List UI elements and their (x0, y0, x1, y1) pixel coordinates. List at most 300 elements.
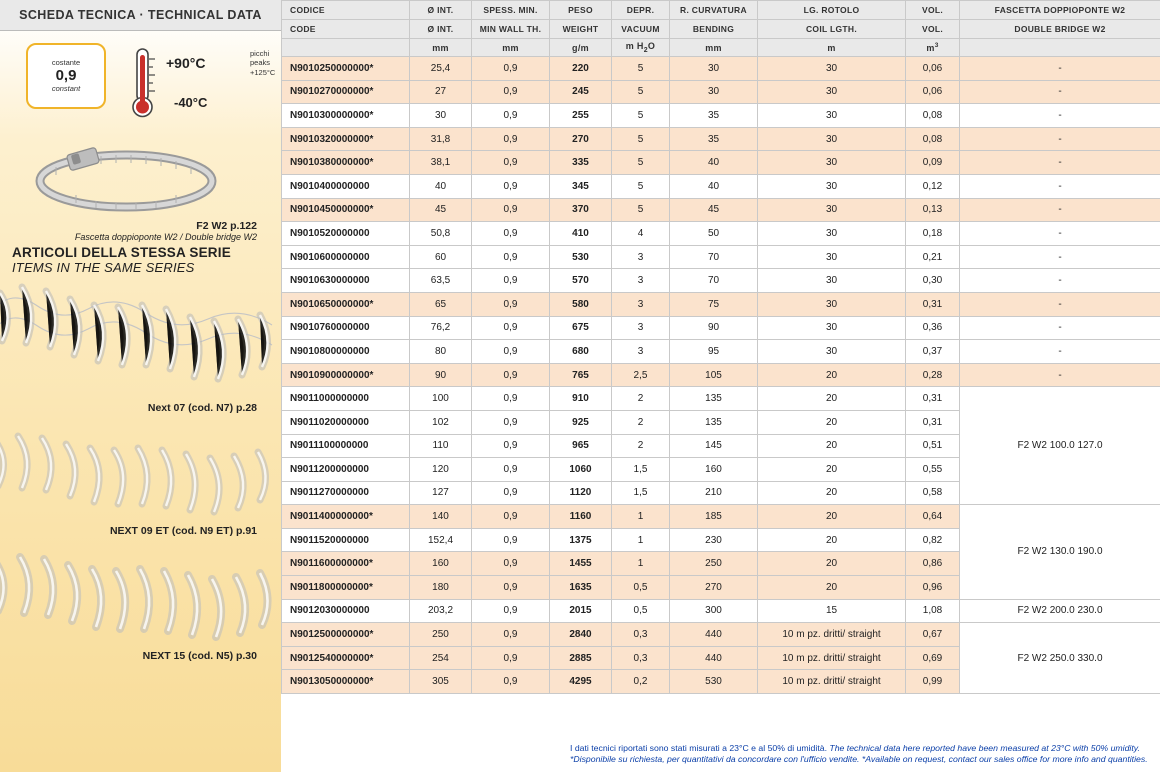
cell-clamp: - (960, 340, 1160, 364)
cell-weight: 345 (550, 174, 612, 198)
cell-code: N9011020000000 (282, 410, 410, 434)
cell-thickness: 0,9 (472, 151, 550, 175)
cell-code: N9013050000000* (282, 670, 410, 694)
cell-weight: 675 (550, 316, 612, 340)
cell-coil: 20 (758, 387, 906, 411)
cell-volume: 0,31 (906, 292, 960, 316)
cell-diameter: 45 (410, 198, 472, 222)
cell-vacuum: 2 (612, 387, 670, 411)
cell-thickness: 0,9 (472, 646, 550, 670)
cell-clamp: - (960, 316, 1160, 340)
cell-coil: 20 (758, 410, 906, 434)
cell-coil: 30 (758, 222, 906, 246)
cell-vacuum: 5 (612, 104, 670, 128)
cell-diameter: 65 (410, 292, 472, 316)
cell-diameter: 40 (410, 174, 472, 198)
cell-weight: 1120 (550, 481, 612, 505)
cell-vacuum: 5 (612, 127, 670, 151)
cell-diameter: 120 (410, 458, 472, 482)
cell-volume: 1,08 (906, 599, 960, 623)
cell-clamp: - (960, 80, 1160, 104)
cell-code: N9012030000000 (282, 599, 410, 623)
th-thickness-it: SPESS. MIN. (472, 1, 550, 20)
cell-thickness: 0,9 (472, 316, 550, 340)
cell-coil: 30 (758, 292, 906, 316)
cell-clamp: - (960, 151, 1160, 175)
table-row (282, 151, 1160, 175)
series-heading (10, 245, 271, 275)
cell-vacuum: 3 (612, 245, 670, 269)
cell-volume: 0,96 (906, 576, 960, 600)
cell-code: N9010270000000* (282, 80, 410, 104)
cell-volume: 0,37 (906, 340, 960, 364)
peaks-en: peaks (250, 58, 271, 68)
cell-coil: 30 (758, 104, 906, 128)
cell-vacuum: 1,5 (612, 458, 670, 482)
cell-diameter: 60 (410, 245, 472, 269)
cell-volume: 0,09 (906, 151, 960, 175)
th-weight-en: WEIGHT (550, 20, 612, 39)
temperature-indicator (120, 43, 276, 121)
cell-coil: 30 (758, 80, 906, 104)
cell-bending: 30 (670, 57, 758, 81)
cell-volume: 0,06 (906, 80, 960, 104)
cell-clamp: - (960, 198, 1160, 222)
cell-diameter: 203,2 (410, 599, 472, 623)
temp-high-value: +90°C (166, 55, 206, 71)
cell-bending: 145 (670, 434, 758, 458)
temp-low-value: -40°C (174, 95, 208, 110)
cell-thickness: 0,9 (472, 198, 550, 222)
cell-code: N9011000000000 (282, 387, 410, 411)
cell-diameter: 38,1 (410, 151, 472, 175)
cell-volume: 0,58 (906, 481, 960, 505)
series-heading-it: ARTICOLI DELLA STESSA SERIE (12, 245, 231, 260)
cell-diameter: 250 (410, 623, 472, 647)
table-body (282, 57, 1160, 694)
cell-thickness: 0,9 (472, 292, 550, 316)
table-row (282, 340, 1160, 364)
cell-bending: 135 (670, 387, 758, 411)
cell-volume: 0,86 (906, 552, 960, 576)
cell-thickness: 0,9 (472, 269, 550, 293)
cell-bending: 35 (670, 127, 758, 151)
cell-weight: 220 (550, 57, 612, 81)
cell-coil: 30 (758, 269, 906, 293)
cell-coil: 20 (758, 528, 906, 552)
cell-clamp: - (960, 57, 1160, 81)
table-row (282, 80, 1160, 104)
th-code-it: CODICE (282, 1, 410, 20)
hose-clamp-icon (16, 145, 251, 215)
cell-vacuum: 0,5 (612, 576, 670, 600)
cell-weight: 335 (550, 151, 612, 175)
cell-weight: 580 (550, 292, 612, 316)
table-row (282, 505, 1160, 529)
cell-thickness: 0,9 (472, 458, 550, 482)
th-weight-it: PESO (550, 1, 612, 20)
corrugated-hose-icon (0, 420, 274, 520)
cell-diameter: 254 (410, 646, 472, 670)
th-volume-en: VOL. (906, 20, 960, 39)
cell-vacuum: 5 (612, 198, 670, 222)
cell-weight: 2885 (550, 646, 612, 670)
cell-volume: 0,06 (906, 57, 960, 81)
footnote (570, 743, 1160, 766)
cell-clamp: - (960, 292, 1160, 316)
cell-vacuum: 3 (612, 269, 670, 293)
corrugated-hose-icon (0, 279, 274, 397)
cell-coil: 30 (758, 316, 906, 340)
cell-vacuum: 1 (612, 528, 670, 552)
cell-diameter: 180 (410, 576, 472, 600)
table-row (282, 198, 1160, 222)
cell-weight: 255 (550, 104, 612, 128)
cell-weight: 765 (550, 363, 612, 387)
cell-vacuum: 3 (612, 340, 670, 364)
left-panel-title: SCHEDA TECNICA · TECHNICAL DATA (19, 8, 262, 22)
cell-coil: 30 (758, 340, 906, 364)
cell-diameter: 102 (410, 410, 472, 434)
cell-code: N9010600000000 (282, 245, 410, 269)
cell-thickness: 0,9 (472, 434, 550, 458)
cell-weight: 1455 (550, 552, 612, 576)
th-thickness-en: MIN WALL TH. (472, 20, 550, 39)
cell-volume: 0,64 (906, 505, 960, 529)
cell-coil: 30 (758, 174, 906, 198)
unit-coil: m (758, 39, 906, 57)
cell-weight: 1635 (550, 576, 612, 600)
unit-clamp (960, 39, 1160, 57)
cell-thickness: 0,9 (472, 481, 550, 505)
cell-vacuum: 2,5 (612, 363, 670, 387)
cell-diameter: 27 (410, 80, 472, 104)
cell-vacuum: 5 (612, 80, 670, 104)
clamp-caption (10, 220, 271, 242)
cell-vacuum: 0,3 (612, 623, 670, 647)
cell-code: N9011100000000 (282, 434, 410, 458)
peaks-it: picchi (250, 49, 270, 58)
cell-code: N9010630000000 (282, 269, 410, 293)
table-row (282, 292, 1160, 316)
cell-code: N9010800000000 (282, 340, 410, 364)
cell-code: N9011400000000* (282, 505, 410, 529)
cell-bending: 40 (670, 174, 758, 198)
cell-bending: 40 (670, 151, 758, 175)
cell-coil: 15 (758, 599, 906, 623)
cell-volume: 0,82 (906, 528, 960, 552)
cell-code: N9010400000000 (282, 174, 410, 198)
cell-code: N9010650000000* (282, 292, 410, 316)
cell-clamp: - (960, 363, 1160, 387)
th-clamp-en: DOUBLE BRIDGE W2 (960, 20, 1160, 39)
temp-peaks-note (250, 49, 275, 77)
cell-diameter: 50,8 (410, 222, 472, 246)
table-row (282, 104, 1160, 128)
cell-thickness: 0,9 (472, 576, 550, 600)
cell-coil: 30 (758, 57, 906, 81)
cell-weight: 680 (550, 340, 612, 364)
cell-thickness: 0,9 (472, 505, 550, 529)
clamp-caption-desc: Fascetta doppioponte W2 / Double bridge W2 (74, 232, 257, 242)
cell-coil: 20 (758, 576, 906, 600)
cell-diameter: 305 (410, 670, 472, 694)
cell-bending: 70 (670, 245, 758, 269)
cell-coil: 10 m pz. dritti/ straight (758, 646, 906, 670)
cell-diameter: 100 (410, 387, 472, 411)
cell-volume: 0,31 (906, 387, 960, 411)
hose-caption-1: Next 07 (cod. N7) p.28 (147, 402, 257, 414)
cell-code: N9010760000000 (282, 316, 410, 340)
cell-code: N9011520000000 (282, 528, 410, 552)
unit-volume: $m^3$ (906, 39, 960, 57)
table-row (282, 222, 1160, 246)
cell-code: N9010520000000 (282, 222, 410, 246)
cell-weight: 2840 (550, 623, 612, 647)
cell-thickness: 0,9 (472, 80, 550, 104)
cell-weight: 910 (550, 387, 612, 411)
table-row (282, 363, 1160, 387)
clamp-caption-code: F2 W2 p.122 (196, 220, 257, 232)
cell-vacuum: 0,3 (612, 646, 670, 670)
cell-clamp: - (960, 174, 1160, 198)
cell-bending: 530 (670, 670, 758, 694)
cell-coil: 10 m pz. dritti/ straight (758, 623, 906, 647)
cell-vacuum: 0,5 (612, 599, 670, 623)
cell-coil: 20 (758, 505, 906, 529)
cell-bending: 75 (670, 292, 758, 316)
unit-bending: mm (670, 39, 758, 57)
cell-clamp-group: F2 W2 250.0 330.0 (960, 623, 1160, 694)
th-diameter-it: Ø INT. (410, 1, 472, 20)
unit-code (282, 39, 410, 57)
cell-thickness: 0,9 (472, 245, 550, 269)
cell-volume: 0,13 (906, 198, 960, 222)
cell-vacuum: 2 (612, 410, 670, 434)
cell-clamp-group: F2 W2 130.0 190.0 (960, 505, 1160, 599)
cell-bending: 160 (670, 458, 758, 482)
cell-code: N9012540000000* (282, 646, 410, 670)
cell-coil: 10 m pz. dritti/ straight (758, 670, 906, 694)
cell-bending: 45 (670, 198, 758, 222)
footnote-line1-it: I dati tecnici riportati sono stati misurati a 23°C e al 50% di umidità. (570, 742, 827, 753)
cell-weight: 965 (550, 434, 612, 458)
left-panel-header (0, 0, 281, 31)
cell-vacuum: 1 (612, 505, 670, 529)
cell-weight: 410 (550, 222, 612, 246)
th-coil-en: COIL LGTH. (758, 20, 906, 39)
cell-vacuum: 5 (612, 57, 670, 81)
cell-diameter: 31,8 (410, 127, 472, 151)
cell-clamp-group: F2 W2 100.0 127.0 (960, 387, 1160, 505)
cell-bending: 210 (670, 481, 758, 505)
cell-bending: 70 (670, 269, 758, 293)
cell-weight: 370 (550, 198, 612, 222)
cell-diameter: 76,2 (410, 316, 472, 340)
cell-volume: 0,12 (906, 174, 960, 198)
clamp-illustration-block (10, 145, 271, 242)
th-clamp-it: FASCETTA DOPPIOPONTE W2 (960, 1, 1160, 20)
cell-coil: 20 (758, 434, 906, 458)
th-diameter-en: Ø INT. (410, 20, 472, 39)
cell-bending: 90 (670, 316, 758, 340)
technical-data-table (281, 0, 1160, 694)
cell-volume: 0,69 (906, 646, 960, 670)
cell-vacuum: 5 (612, 174, 670, 198)
cell-code: N9011200000000 (282, 458, 410, 482)
cell-bending: 440 (670, 623, 758, 647)
cell-code: N9010300000000* (282, 104, 410, 128)
table-row (282, 387, 1160, 411)
cell-diameter: 160 (410, 552, 472, 576)
cell-volume: 0,67 (906, 623, 960, 647)
cell-weight: 245 (550, 80, 612, 104)
th-volume-it: VOL. (906, 1, 960, 20)
table-header-row-en (282, 20, 1160, 39)
cell-thickness: 0,9 (472, 57, 550, 81)
cell-volume: 0,21 (906, 245, 960, 269)
cell-coil: 20 (758, 363, 906, 387)
cell-clamp: - (960, 222, 1160, 246)
thermometer-icon (126, 45, 166, 121)
cell-bending: 185 (670, 505, 758, 529)
cell-code: N9010900000000* (282, 363, 410, 387)
unit-thickness: mm (472, 39, 550, 57)
cell-clamp: - (960, 269, 1160, 293)
cell-vacuum: 1,5 (612, 481, 670, 505)
series-heading-en: ITEMS IN THE SAME SERIES (12, 260, 195, 275)
cell-thickness: 0,9 (472, 174, 550, 198)
cell-vacuum: 3 (612, 292, 670, 316)
cell-thickness: 0,9 (472, 410, 550, 434)
cell-thickness: 0,9 (472, 552, 550, 576)
cell-volume: 0,99 (906, 670, 960, 694)
unit-weight: g/m (550, 39, 612, 57)
cell-vacuum: 4 (612, 222, 670, 246)
cell-thickness: 0,9 (472, 363, 550, 387)
technical-table-panel (281, 0, 1160, 772)
cell-thickness: 0,9 (472, 528, 550, 552)
cell-volume: 0,51 (906, 434, 960, 458)
cell-coil: 30 (758, 127, 906, 151)
hose-item-1 (10, 279, 271, 414)
cell-volume: 0,30 (906, 269, 960, 293)
cell-coil: 20 (758, 552, 906, 576)
peaks-value: +125°C (250, 67, 276, 77)
footnote-line2: *Disponibile su richiesta, per quantitativi da concordare con l'ufficio vendite. *Available on request, contact our sales office for more info and quantities. (570, 754, 1148, 765)
cell-clamp: - (960, 104, 1160, 128)
table-row (282, 245, 1160, 269)
cell-diameter: 30 (410, 104, 472, 128)
cell-coil: 30 (758, 245, 906, 269)
th-vacuum-en: VACUUM (612, 20, 670, 39)
cell-thickness: 0,9 (472, 340, 550, 364)
cell-bending: 440 (670, 646, 758, 670)
cell-code: N9010320000000* (282, 127, 410, 151)
cell-weight: 1375 (550, 528, 612, 552)
cell-code: N9011600000000* (282, 552, 410, 576)
cell-weight: 1060 (550, 458, 612, 482)
cell-diameter: 110 (410, 434, 472, 458)
corrugated-hose-icon (0, 539, 274, 649)
cell-vacuum: 0,2 (612, 670, 670, 694)
cell-bending: 35 (670, 104, 758, 128)
table-row (282, 174, 1160, 198)
cell-bending: 270 (670, 576, 758, 600)
cell-bending: 300 (670, 599, 758, 623)
cell-vacuum: 2 (612, 434, 670, 458)
cell-coil: 30 (758, 151, 906, 175)
table-row (282, 316, 1160, 340)
cell-vacuum: 5 (612, 151, 670, 175)
cell-code: N9010380000000* (282, 151, 410, 175)
unit-vacuum: m $H_2O$ (612, 39, 670, 57)
cell-code: N9011800000000* (282, 576, 410, 600)
cell-volume: 0,36 (906, 316, 960, 340)
th-code-en: CODE (282, 20, 410, 39)
cell-diameter: 25,4 (410, 57, 472, 81)
cell-thickness: 0,9 (472, 623, 550, 647)
th-coil-it: LG. ROTOLO (758, 1, 906, 20)
constant-badge (26, 43, 106, 109)
cell-bending: 250 (670, 552, 758, 576)
cell-bending: 135 (670, 410, 758, 434)
cell-weight: 4295 (550, 670, 612, 694)
constant-label-en: constant (51, 83, 81, 93)
cell-code: N9012500000000* (282, 623, 410, 647)
cell-coil: 20 (758, 458, 906, 482)
cell-vacuum: 1 (612, 552, 670, 576)
cell-diameter: 140 (410, 505, 472, 529)
cell-volume: 0,08 (906, 127, 960, 151)
th-bending-en: BENDING (670, 20, 758, 39)
cell-thickness: 0,9 (472, 670, 550, 694)
cell-bending: 50 (670, 222, 758, 246)
cell-diameter: 127 (410, 481, 472, 505)
table-header-row-it (282, 1, 1160, 20)
cell-diameter: 90 (410, 363, 472, 387)
table-units-row (282, 39, 1160, 57)
cell-clamp: - (960, 245, 1160, 269)
table-row (282, 57, 1160, 81)
table-row (282, 623, 1160, 647)
cell-volume: 0,18 (906, 222, 960, 246)
cell-thickness: 0,9 (472, 104, 550, 128)
table-row (282, 599, 1160, 623)
cell-weight: 530 (550, 245, 612, 269)
cell-thickness: 0,9 (472, 127, 550, 151)
table-row (282, 269, 1160, 293)
cell-code: N9011270000000 (282, 481, 410, 505)
cell-bending: 230 (670, 528, 758, 552)
cell-weight: 2015 (550, 599, 612, 623)
constant-value: 0,9 (55, 67, 77, 85)
cell-bending: 30 (670, 80, 758, 104)
th-vacuum-it: DEPR. (612, 1, 670, 20)
table-row (282, 127, 1160, 151)
cell-diameter: 63,5 (410, 269, 472, 293)
cell-code: N9010450000000* (282, 198, 410, 222)
cell-thickness: 0,9 (472, 387, 550, 411)
constant-label-it: costante (51, 58, 81, 68)
cell-weight: 1160 (550, 505, 612, 529)
cell-bending: 95 (670, 340, 758, 364)
cell-code: N9010250000000* (282, 57, 410, 81)
hose-caption-3: NEXT 15 (cod. N5) p.30 (142, 650, 257, 662)
th-bending-it: R. CURVATURA (670, 1, 758, 20)
cell-weight: 925 (550, 410, 612, 434)
cell-volume: 0,28 (906, 363, 960, 387)
